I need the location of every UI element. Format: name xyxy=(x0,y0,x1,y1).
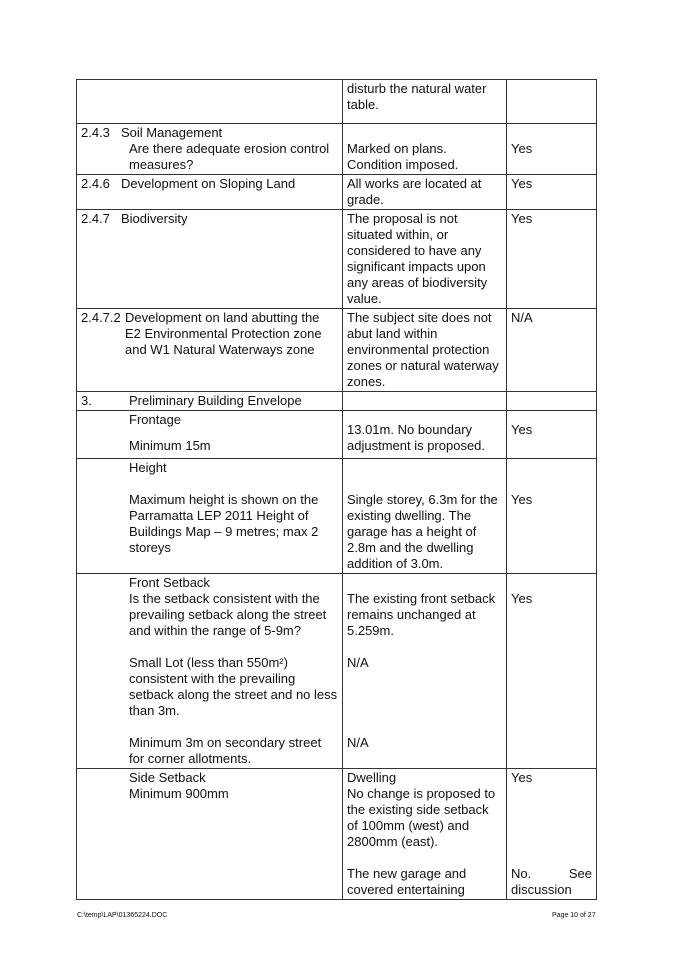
table-row xyxy=(77,411,597,459)
section-title: Side Setback xyxy=(129,770,206,785)
complies-value: discussion xyxy=(511,882,572,897)
control-text: Minimum 3m on secondary street for corner allotments. xyxy=(129,735,322,766)
table-row xyxy=(77,769,597,900)
comment-text: All works are located at grade. xyxy=(343,175,507,210)
complies-value: See xyxy=(568,866,592,881)
section-title: Frontage xyxy=(129,412,182,427)
comment-cell: disturb the natural water table. xyxy=(343,80,507,124)
section-title: Height xyxy=(129,460,167,475)
complies-value: Yes xyxy=(507,210,597,309)
comment-text: Single storey, 6.3m for the existing dwelling. The garage has a height of 2.8m and the dwelling addition of 3.0m. xyxy=(347,492,498,571)
comment-text: The proposal is not situated within, or considered to have any significant impacts upon any areas of biodiversity value. xyxy=(343,210,507,309)
control-text: Maximum height is shown on the Parramatta LEP 2011 Height of Buildings Map – 9 metres; max 2 storeys xyxy=(129,492,319,555)
complies-value: Yes xyxy=(511,591,533,606)
footer-file-path: C:\temp\LAP\01365224.DOC xyxy=(77,912,168,919)
section-ref: 2.4.7 xyxy=(81,211,110,226)
complies-value: N/A xyxy=(507,309,597,392)
section-ref: 2.4.7.2 xyxy=(81,310,121,325)
table-row xyxy=(77,80,597,124)
section-ref: 2.4.3 xyxy=(81,125,110,140)
footer-page-number: Page 10 of 27 xyxy=(552,912,596,919)
section-ref: 3. xyxy=(81,393,92,408)
comment-text: No change is proposed to the existing side setback of 100mm (west) and 2800mm (east). xyxy=(347,786,496,849)
table-row xyxy=(77,175,597,210)
table-row xyxy=(77,210,597,309)
comment-text: The new garage and covered entertaining xyxy=(347,866,467,897)
comment-text: 13.01m. No boundary adjustment is proposed. xyxy=(347,422,486,453)
control-text: Are there adequate erosion control measures? xyxy=(129,141,330,172)
control-text: Small Lot (less than 550m²) consistent with the prevailing setback along the street and no less than 3m. xyxy=(129,655,338,718)
complies-value: Yes xyxy=(507,175,597,210)
comment-text: The existing front setback remains unchanged at 5.259m. xyxy=(347,591,496,638)
compliance-table xyxy=(76,79,597,900)
table-row xyxy=(77,124,597,175)
comment-text: N/A xyxy=(347,655,369,670)
control-text: Minimum 900mm xyxy=(129,786,229,801)
table-row xyxy=(77,392,597,411)
control-text: Is the setback consistent with the prevailing setback along the street and within the range of 5-9m? xyxy=(129,591,327,638)
complies-value: Yes xyxy=(511,422,533,437)
table-row xyxy=(77,574,597,769)
section-title: Development on Sloping Land xyxy=(121,176,296,191)
table-row xyxy=(77,459,597,574)
complies-value: Yes xyxy=(511,492,533,507)
comment-subtitle: Dwelling xyxy=(347,770,397,785)
complies-value: Yes xyxy=(511,141,533,156)
comment-text: Condition imposed. xyxy=(347,157,459,172)
control-text: Minimum 15m xyxy=(129,438,211,453)
complies-value: Yes xyxy=(511,770,533,785)
comment-text: The subject site does not abut land within environmental protection zones or natural waterway zones. xyxy=(343,309,507,392)
complies-value: No. xyxy=(511,866,532,881)
table-row xyxy=(77,309,597,392)
section-title: Biodiversity xyxy=(121,211,188,226)
section-title: Development on land abutting the E2 Environmental Protection zone and W1 Natural Waterways zone xyxy=(125,310,322,357)
section-title: Preliminary Building Envelope xyxy=(129,393,302,408)
comment-text: Marked on plans. xyxy=(347,141,447,156)
section-ref: 2.4.6 xyxy=(81,176,110,191)
section-title: Front Setback xyxy=(129,575,210,590)
comment-text: N/A xyxy=(347,735,369,750)
section-title: Soil Management xyxy=(121,125,223,140)
